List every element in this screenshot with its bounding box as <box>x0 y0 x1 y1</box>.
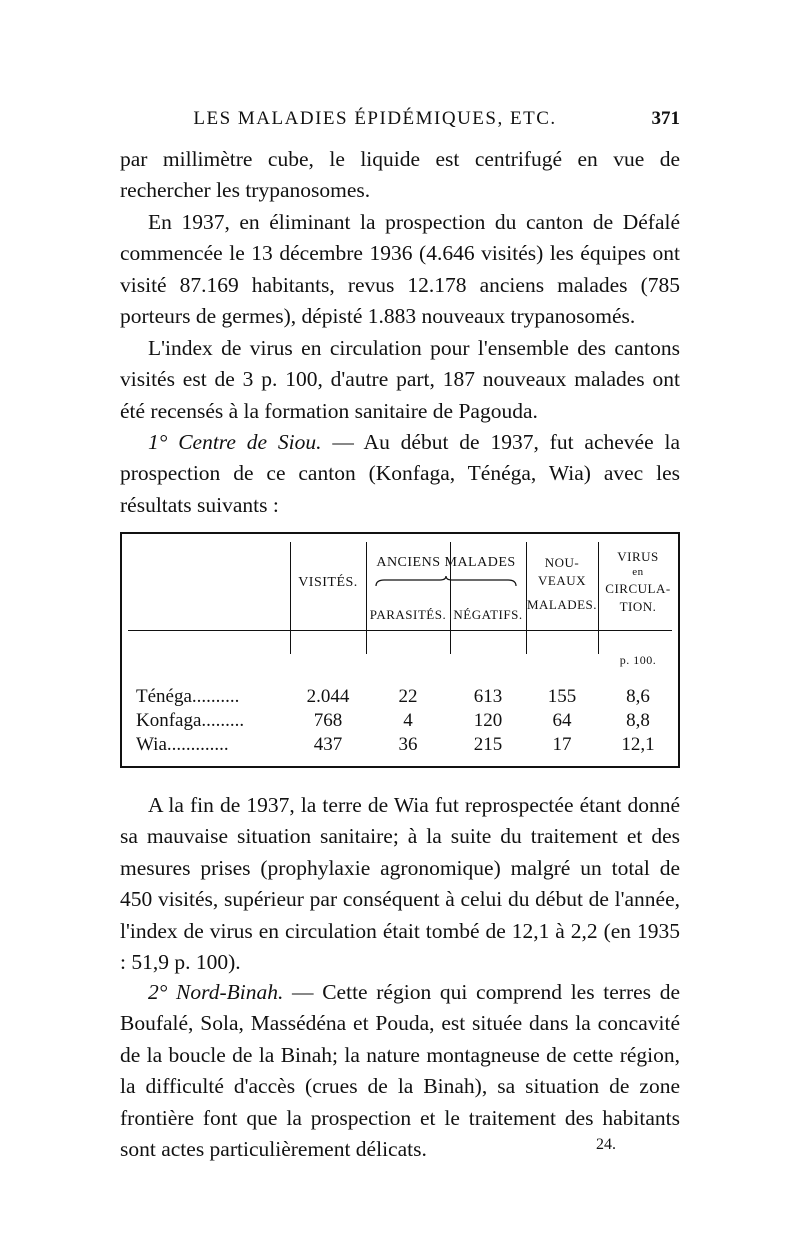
cell-virus: 8,8 <box>626 710 650 731</box>
cell-nouveaux: 17 <box>552 734 572 755</box>
cell-virus: 8,6 <box>626 686 650 707</box>
header-virus-1: VIRUS <box>617 549 659 564</box>
row-name: Ténéga.......... <box>136 686 240 707</box>
header-parasites: PARASITÉS. <box>369 607 447 622</box>
paragraph-continuation: par millimètre cube, le liquide est centrifugé en vue de rechercher les trypanosomes. <box>120 147 680 203</box>
header-virus-3: CIRCULA- <box>605 581 671 596</box>
running-header <box>120 108 680 140</box>
results-table <box>120 532 680 768</box>
cell-parasites: 36 <box>398 734 418 755</box>
cell-negatifs: 215 <box>473 734 503 755</box>
table-column-rule <box>290 542 291 654</box>
signature-mark: 24. <box>596 1136 616 1153</box>
cell-parasites: 22 <box>398 686 418 707</box>
cell-negatifs: 613 <box>473 686 503 707</box>
paragraph-wia-reprospection: A la fin de 1937, la terre de Wia fut reprospectée étant donné sa mauvaise situation sanitaire; à la suite du traitement et des mesures prises (prophylaxie agronomique) malgré un total de 450 visités, supérieur par conséquent à celui du début de l'année, l'index de virus en circulation était tombé de 12,1 à 2,2 (en 1935 : 51,9 p. 100). <box>120 793 680 975</box>
paragraph-siou <box>120 427 680 521</box>
cell-nouveaux: 64 <box>552 710 572 731</box>
header-nouveaux-2: VEAUX <box>538 573 586 588</box>
paragraph-nord-binah-text: — Cette région qui comprend les terres de Boufalé, Sola, Massédéna et Pouda, est située dans la concavité de la boucle de la Binah; la nature montagneuse de cette région, la difficulté d'accès (crues de la Binah), sa situation de zone frontière font que la prospection et le traitement des habitants sont actes particulièrement délicats. <box>120 980 680 1162</box>
table-header-rule <box>128 630 672 631</box>
paragraph-siou-text: — Au début de 1937, fut achevée la prospection de ce canton (Konfaga, Ténéga, Wia) avec les résultats suivants : <box>120 430 680 517</box>
cell-visites: 768 <box>313 710 343 731</box>
cell-negatifs: 120 <box>473 710 503 731</box>
header-anciens-malades: ANCIENS MALADES <box>376 555 516 570</box>
running-title: LES MALADIES ÉPIDÉMIQUES, ETC. <box>193 108 557 129</box>
header-virus-unit: p. 100. <box>619 653 657 667</box>
header-visites: VISITÉS. <box>298 575 358 590</box>
paragraph-1937-summary: En 1937, en éliminant la prospection du canton de Défalé commencée le 13 décembre 1936 (4.646 visités) les équipes ont visité 87.169 habitants, revus 12.178 anciens malades (785 porteurs de germes), dépisté 1.883 nouveaux trypanosomés. <box>120 210 680 329</box>
cell-parasites: 4 <box>403 710 413 731</box>
header-negatifs: NÉGATIFS. <box>453 607 523 622</box>
section-heading-siou: 1° Centre de Siou. <box>148 430 322 454</box>
header-brace <box>374 576 518 590</box>
row-name: Konfaga......... <box>136 710 245 731</box>
row-name: Wia............. <box>136 734 229 755</box>
header-nouveaux-3: MALADES. <box>526 597 598 612</box>
header-virus-2: en <box>632 566 644 578</box>
section-heading-nord-binah: 2° Nord-Binah. <box>148 980 284 1004</box>
cell-virus: 12,1 <box>621 734 655 755</box>
cell-nouveaux: 155 <box>547 686 577 707</box>
paragraph-virus-index: L'index de virus en circulation pour l'ensemble des cantons visités est de 3 p. 100, d'autre part, 187 nouveaux malades ont été recensés à la formation sanitaire de Pagouda. <box>120 336 680 423</box>
header-nouveaux-1: NOU- <box>544 555 580 570</box>
cell-visites: 437 <box>313 734 343 755</box>
header-virus-4: TION. <box>619 599 657 614</box>
cell-visites: 2.044 <box>306 686 350 707</box>
page-number: 371 <box>651 108 680 129</box>
